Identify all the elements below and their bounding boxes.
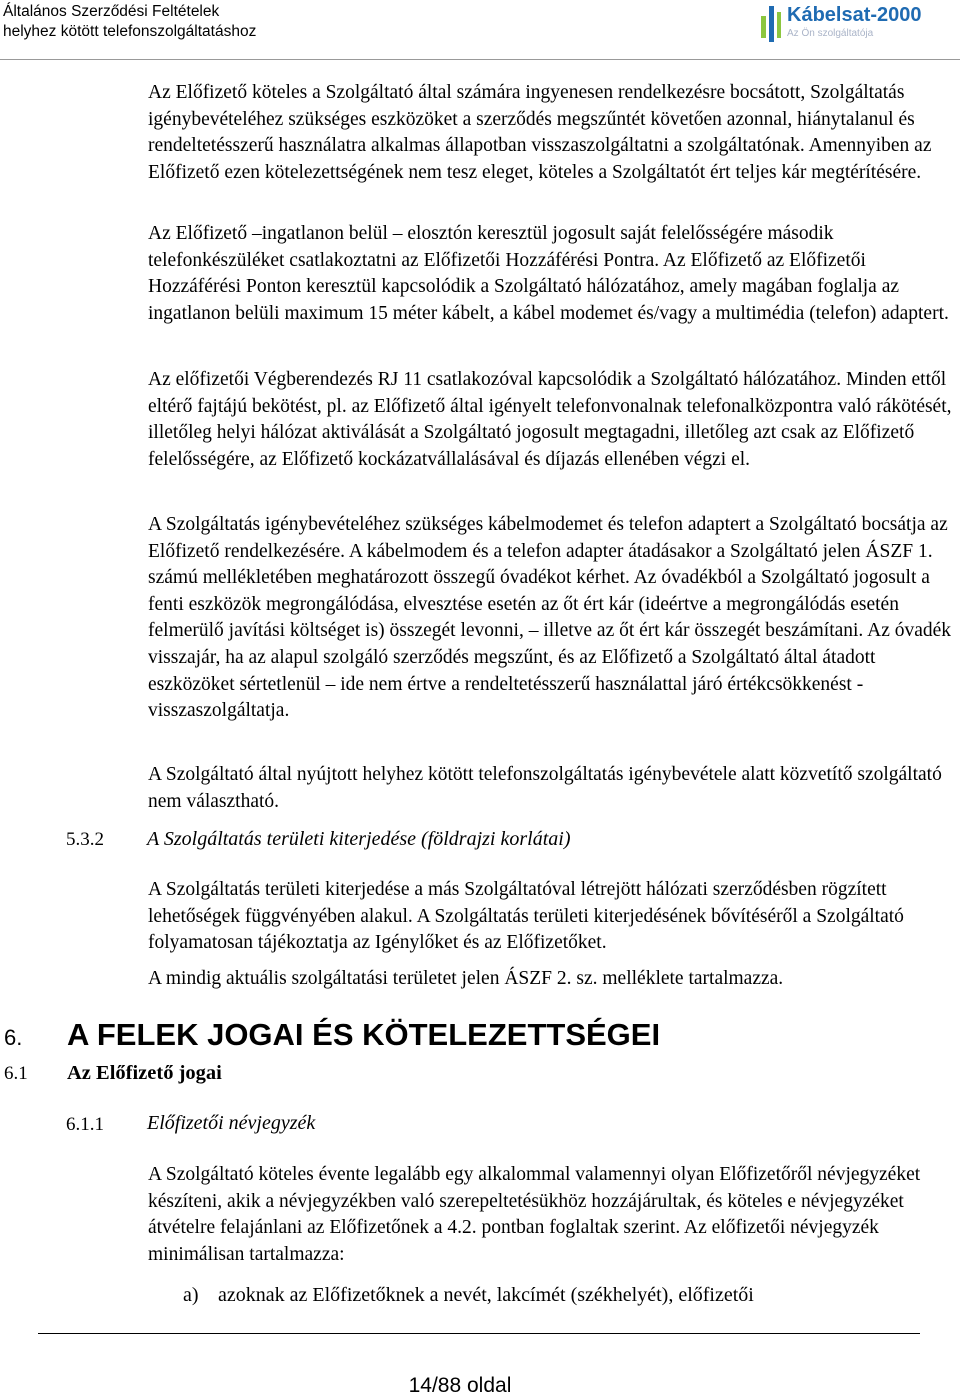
kabelsat-bars-logo-icon [760,2,782,44]
paragraph-rj11-connection: Az előfizetői Végberendezés RJ 11 csatlakozóval kapcsolódik a Szolgáltató hálózatához. Minden ettől eltérő fajtájú bekötést, pl. az Előfizető által igényelt telefonvonalnak telefonalközpontra való rákötését, illetőleg helyi hálózat aktiválását a Szolgáltató jogosult megtagadni, illetőleg azt csak az Előfizető felelősségére, az Előfizető kockázatvállalásával és díjazás ellenében végzi el. [148,369,952,470]
header-document-subtitle: helyhez kötött telefonszolgáltatáshoz [3,23,257,40]
paragraph-second-phone: Az Előfizető –ingatlanon belül – elosztón keresztül jogosult saját felelősségére második telefonkészüléket csatlakoztatni az Előfizetői Hozzáférési Pontra. Az Előfizető az Előfizetői Hozzáférési Ponton keresztül kapcsolódik a Szolgáltató hálózatához, amely magában foglalja az ingatlanon belüli maximum 15 méter kábelt, a kábel modemet és/vagy a multimédia (telefon) adaptert. [148,223,949,324]
section-title-6-1-1: Előfizetői névjegyzék [147,1112,316,1134]
list-item-a: azoknak az Előfizetőknek a nevét, lakcímét (székhelyét), előfizetői [218,1284,754,1306]
paragraph-carrier-selection: A Szolgáltató által nyújtott helyhez kötött telefonszolgáltatás igénybevétele alatt közvetítő szolgáltató nem választható. [148,764,942,812]
section-number-6-1-1: 6.1.1 [66,1114,104,1135]
chapter-title-6: A FELEK JOGAI ÉS KÖTELEZETTSÉGEI [67,1017,661,1052]
header-document-title: Általános Szerződési Feltételek [3,3,220,20]
kabelsat-logo [760,2,958,46]
page-number: 14/88 oldal [408,1374,512,1397]
chapter-number-6: 6. [4,1025,23,1050]
section-title-6-1: Az Előfizető jogai [67,1062,222,1084]
paragraph-directory: A Szolgáltató köteles évente legalább egy alkalommal valamennyi olyan Előfizetőről névjegyzéket készíteni, akik a névjegyzékben való szerepeltetésükhöz hozzájárultak, és köteles e névjegyzéket átvételre felajánlani az Előfizetőnek a 4.2. pontban foglaltak szerint. Az előfizetői névjegyzék minimálisan tartalmazza: [148,1164,921,1265]
list-marker-a: a) [183,1284,199,1306]
logo-brand-name: Kábelsat-2000 [787,4,922,26]
section-number-5-3-2: 5.3.2 [66,829,104,850]
section-title-5-3-2: A Szolgáltatás területi kiterjedése (földrajzi korlátai) [147,828,571,850]
header-divider [0,59,960,60]
footer-divider [38,1333,920,1334]
paragraph-deposit: A Szolgáltatás igénybevételéhez szükséges kábelmodemet és telefon adaptert a Szolgáltató bocsátja az Előfizető rendelkezésére. A kábelmodem és a telefon adapter átadásakor a Szolgáltató jelen ÁSZF 1. számú mellékletében meghatározott összegű óvadékot kérhet. Az óvadékból a Szolgáltató jogosult a fenti eszközök megrongálódása, elvesztése esetén az őt ért kár (ideértve a megrongálódás esetén felmerülő javítási költséget is) összegét levonni, – illetve az őt ért kár összegét beszámítani. Az óvadék visszajár, ha az alapul szolgáló szerződés megszűnt, és az Előfizető a Szolgáltató által átadott eszközöket sértetlenül – ide nem értve a rendeltetésszerű használattal járó értékcsökkenést - visszaszolgáltatja. [148,514,952,722]
logo-tagline: Az Ön szolgáltatója [787,28,874,39]
page-header [0,0,960,62]
paragraph-service-area: A mindig aktuális szolgáltatási területet jelen ÁSZF 2. sz. melléklete tartalmazza. [148,968,784,989]
paragraph-device-return: Az Előfizető köteles a Szolgáltató által számára ingyenesen rendelkezésre bocsátott, Szolgáltatás igénybevételéhez szükséges eszközöket a szerződés megszűntét követően azonnal, hiánytalanul és rendeltetésszerű használatra alkalmas állapotban visszaszolgáltatni a szolgáltatónak. Amennyiben az Előfizető ezen kötelezettségének nem tesz eleget, köteles a Szolgáltatót ért teljes kár megtérítésére. [148,82,932,183]
paragraph-territory: A Szolgáltatás területi kiterjedése a más Szolgáltatóval létrejött hálózati szerződésben rögzített lehetőségek függvényében alakul. A Szolgáltatás területi kiterjedésének bővítéséről a Szolgáltató folyamatosan tájékoztatja az Igénylőket és az Előfizetőket. [148,879,904,954]
section-number-6-1: 6.1 [4,1063,28,1084]
